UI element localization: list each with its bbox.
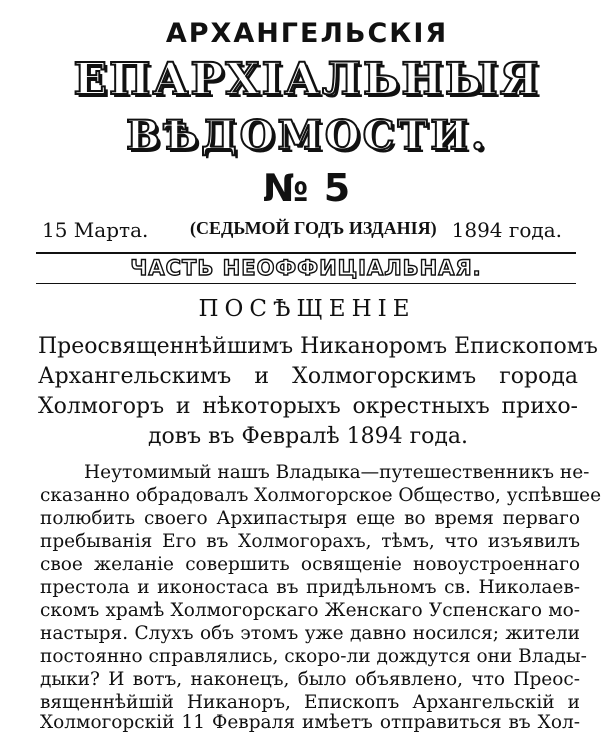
body-line: настыря. Слухъ объ этомъ уже давно носился; жители [40, 623, 580, 644]
article-title: ПОСѢЩЕНІЕ [198, 296, 416, 322]
issue-year: 1894 года. [451, 218, 562, 242]
body-line: скомъ храмѣ Холмогорскаго Женскаго Успенскаго мо- [40, 600, 580, 621]
body-line: пребыванія Его въ Холмогорахъ, тѣмъ, что изъявилъ [40, 531, 580, 552]
body-line: свое желаніе совершить освященіе новоустроеннаго [40, 554, 580, 575]
masthead-line-1: АРХАНГЕЛЬСКІЯ [165, 18, 449, 49]
body-line: дыки? И вотъ, наконецъ, было объявлено, что Преос- [40, 669, 580, 690]
issue-date: 15 Марта. [42, 218, 149, 242]
divider-bottom [36, 283, 576, 284]
body-line: сказанно обрадовалъ Холмогорское Общество, успѣвшее [40, 485, 602, 506]
divider-top [36, 252, 576, 254]
masthead-line-2: ЕПАРХІАЛЬНЫЯ [73, 54, 541, 105]
body-line: полюбить своего Архипастыря еще во время перваго [40, 508, 580, 529]
masthead-line-3: ВѢДОМОСТИ. [126, 112, 488, 159]
dateline [42, 218, 562, 248]
body-line: Неутомимый нашъ Владыка—путешественникъ не- [84, 462, 590, 483]
section-label: ЧАСТЬ НЕОФФИЦІАЛЬНАЯ. [130, 256, 482, 280]
subtitle-line: Преосвященнѣйшимъ Никаноромъ Епископомъ [38, 334, 598, 359]
body-line: вященнѣйшій Никаноръ, Епископъ Архангельскій и [40, 692, 580, 713]
subtitle-line: Архангельскимъ и Холмогорскимъ города [38, 364, 578, 389]
publication-year: (СЕДЬМОЙ ГОДЪ ИЗДАНІЯ) [190, 218, 437, 238]
body-line: постоянно справлялись, скоро-ли дождутся они Влады- [40, 646, 587, 667]
subtitle-line: Холмогоръ и нѣкоторыхъ окрестныхъ прихо- [38, 394, 578, 419]
subtitle-line: довъ въ Февралѣ 1894 года. [147, 424, 469, 449]
body-line: престола и иконостаса въ придѣльномъ св. Николаев- [40, 577, 580, 598]
issue-number: № 5 [262, 166, 352, 210]
body-line: Холмогорскій 11 Февраля имѣетъ отправиться въ Хол- [40, 712, 580, 733]
